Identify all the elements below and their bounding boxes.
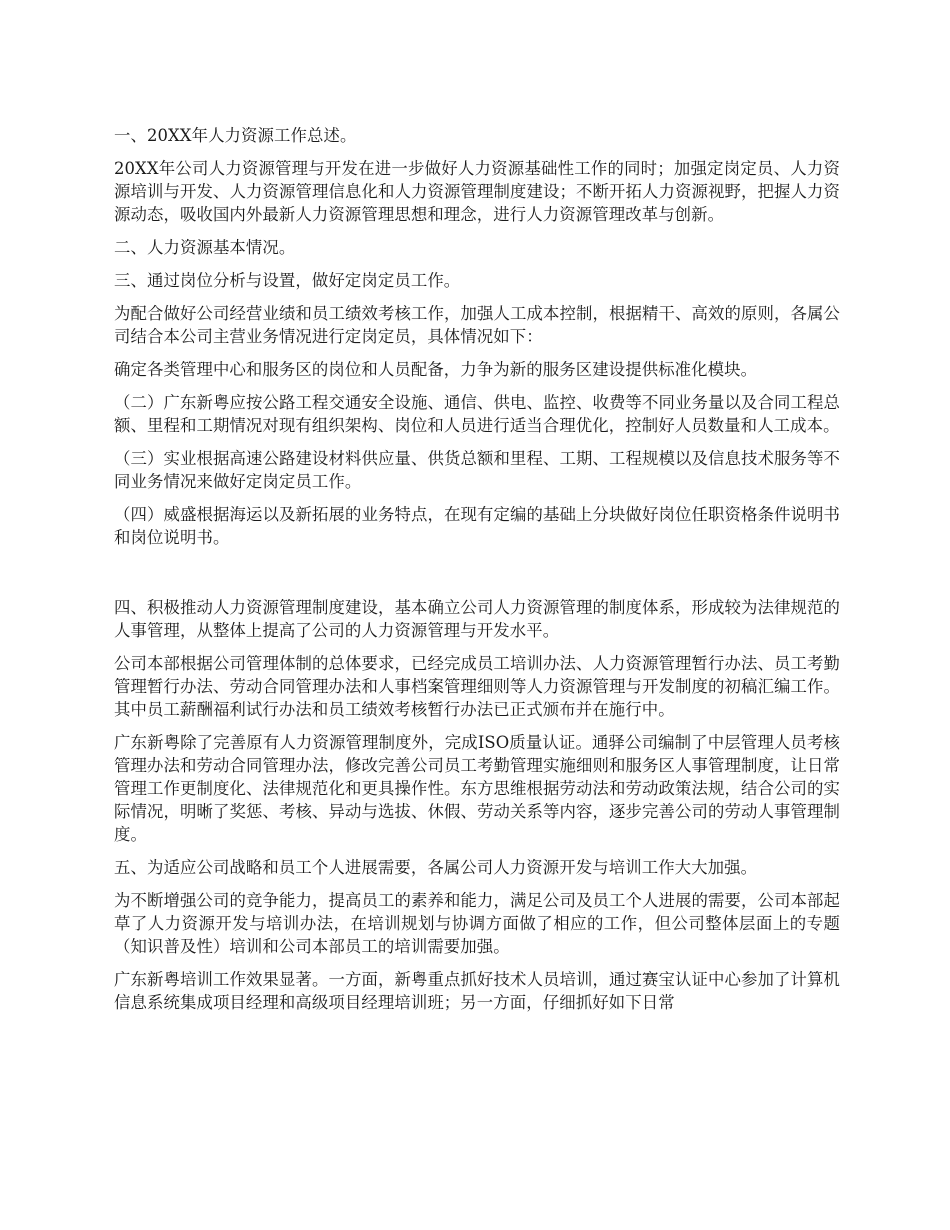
paragraph: 20XX年公司人力资源管理与开发在进一步做好人力资源基础性工作的同时；加强定岗定员、人力资源培训与开发、人力资源管理信息化和人力资源管理制度建设；不断开拓人力资源视野，把握人力资源动态，吸收国内外最新人力资源管理思想和理念，进行人力资源管理改革与创新。 <box>114 159 840 224</box>
paragraph: 为不断增强公司的竞争能力，提高员工的素养和能力，满足公司及员工个人进展的需要，公司本部起草了人力资源开发与培训办法，在培训规划与协调方面做了相应的工作，但公司整体层面上的专题（知识普及性）培训和公司本部员工的培训需要加强。 <box>114 891 840 956</box>
document-page <box>114 124 840 1024</box>
section-spacer <box>114 559 840 596</box>
paragraph: 广东新粤培训工作效果显著。一方面，新粤重点抓好技术人员培训，通过赛宝认证中心参加了计算机信息系统集成项目经理和高级项目经理培训班；另一方面，仔细抓好如下日常 <box>114 970 840 1012</box>
paragraph: （二）广东新粤应按公路工程交通安全设施、通信、供电、监控、收费等不同业务量以及合同工程总额、里程和工期情况对现有组织架构、岗位和人员进行适当合理优化，控制好人员数量和人工成本。 <box>114 393 840 435</box>
section-heading-2: 二、人力资源基本情况。 <box>114 238 296 257</box>
paragraph: 广东新粤除了完善原有人力资源管理制度外，完成ISO质量认证。通驿公司编制了中层管理人员考核管理办法和劳动合同管理办法，修改完善公司员工考勤管理实施细则和服务区人事管理制度，让日常管理工作更制度化、法律规范化和更具操作性。东方思维根据劳动法和劳动政策法规，结合公司的实际情况，明晰了奖惩、考核、异动与选拔、休假、劳动关系等内容，逐步完善公司的劳动人事管理制度。 <box>114 733 840 844</box>
paragraph: 为配合做好公司经营业绩和员工绩效考核工作，加强人工成本控制，根据精干、高效的原则，各属公司结合本公司主营业务情况进行定岗定员，具体情况如下： <box>114 304 840 346</box>
section-heading-5: 五、为适应公司战略和员工个人进展需要，各属公司人力资源开发与培训工作大大加强。 <box>114 858 758 877</box>
paragraph: （三）实业根据高速公路建设材料供应量、供货总额和里程、工期、工程规模以及信息技术服务等不同业务情况来做好定岗定员工作。 <box>114 449 840 491</box>
paragraph: （四）威盛根据海运以及新拓展的业务特点，在现有定编的基础上分块做好岗位任职资格条件说明书和岗位说明书。 <box>114 505 840 547</box>
section-heading-4: 四、积极推动人力资源管理制度建设，基本确立公司人力资源管理的制度体系，形成较为法律规范的人事管理，从整体上提高了公司的人力资源管理与开发水平。 <box>114 598 840 640</box>
paragraph: 确定各类管理中心和服务区的岗位和人员配备，力争为新的服务区建设提供标准化模块。 <box>114 360 758 379</box>
section-heading-3: 三、通过岗位分析与设置，做好定岗定员工作。 <box>114 271 461 290</box>
section-heading-1: 一、20XX年人力资源工作总述。 <box>114 126 357 145</box>
paragraph: 公司本部根据公司管理体制的总体要求，已经完成员工培训办法、人力资源管理暂行办法、员工考勤管理暂行办法、劳动合同管理办法和人事档案管理细则等人力资源管理与开发制度的初稿汇编工作。其中员工薪酬福利试行办法和员工绩效考核暂行办法已正式颁布并在施行中。 <box>114 654 840 719</box>
